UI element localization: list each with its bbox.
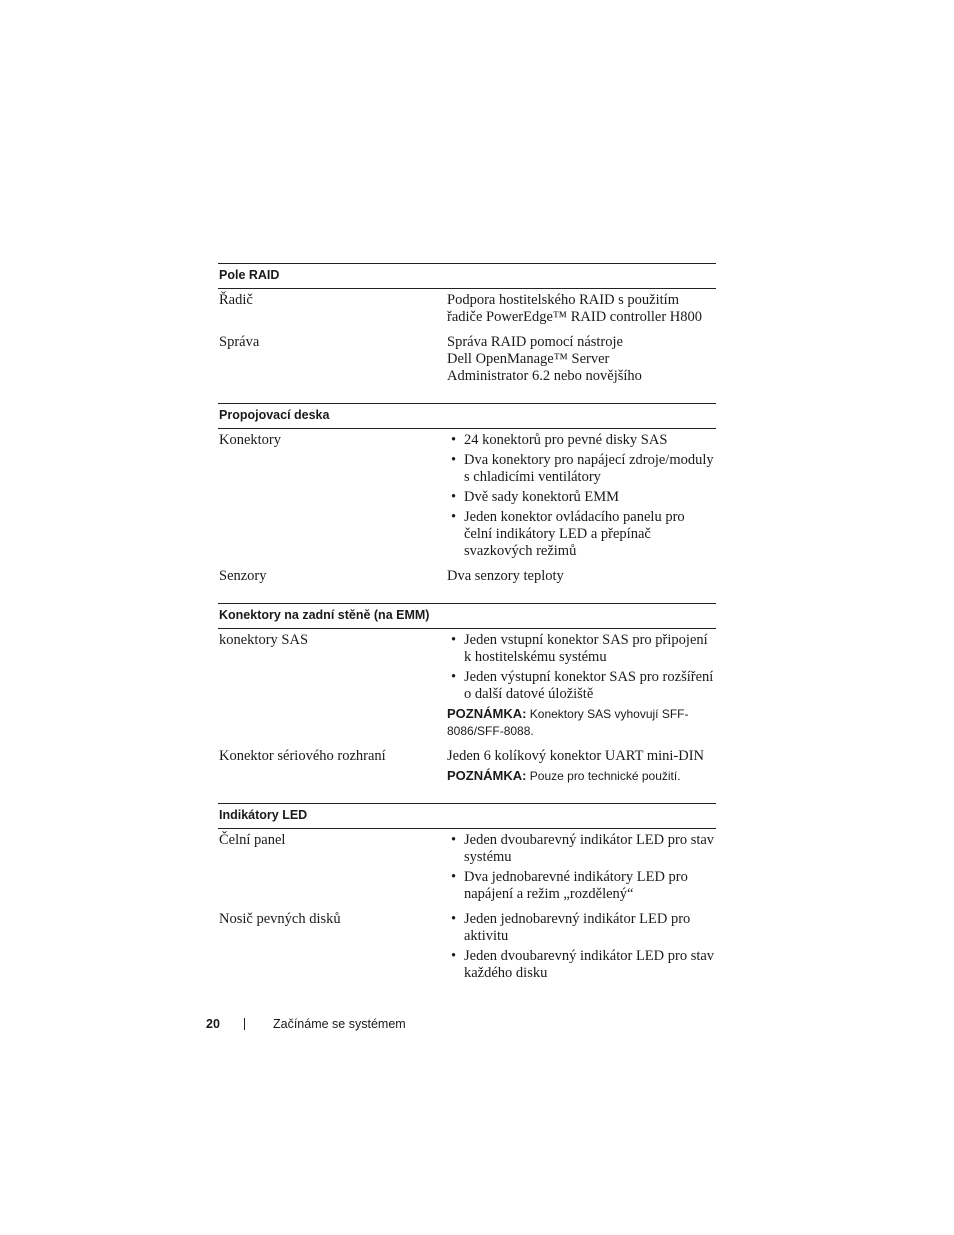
spec-row xyxy=(218,832,716,903)
value-line: řadiče PowerEdge™ RAID controller H800 xyxy=(447,309,702,325)
bullet-list xyxy=(447,632,716,703)
value-line: Dell OpenManage™ Server xyxy=(447,351,610,367)
spec-row xyxy=(218,568,716,585)
row-label: Správa xyxy=(219,334,260,350)
value-line: Podpora hostitelského RAID s použitím xyxy=(447,292,679,308)
bullet-item: • Jeden výstupní konektor SAS pro rozšíření o další datové úložiště xyxy=(447,669,716,703)
value-line: Jeden 6 kolíkový konektor UART mini-DIN xyxy=(447,748,705,764)
note-label: POZNÁMKA: xyxy=(447,706,527,721)
spec-row xyxy=(218,432,716,560)
row-value xyxy=(447,292,716,326)
row-value xyxy=(447,911,716,982)
chapter-title: Začínáme se systémem xyxy=(273,1017,406,1031)
row-value xyxy=(447,334,716,385)
section-konektory-zadni-stena xyxy=(218,603,716,785)
section-heading: Propojovací deska xyxy=(218,403,716,429)
spec-row xyxy=(218,748,716,785)
note-text: Konektory SAS vyhovují SFF-8086/SFF-8088. xyxy=(447,707,689,738)
bullet-item: • Jeden dvoubarevný indikátor LED pro stav každého disku xyxy=(447,948,716,982)
row-value xyxy=(447,432,716,560)
bullet-item: • Jeden konektor ovládacího panelu pro čelní indikátory LED a přepínač svazkových režimů xyxy=(447,509,716,560)
section-heading: Konektory na zadní stěně (na EMM) xyxy=(218,603,716,629)
bullet-item: • Dva jednobarevné indikátory LED pro napájení a režim „rozdělený“ xyxy=(447,869,716,903)
row-label: Konektory xyxy=(219,432,282,448)
row-label: Senzory xyxy=(219,568,267,584)
bullet-item: • Jeden dvoubarevný indikátor LED pro stav systému xyxy=(447,832,716,866)
section-pole-raid xyxy=(218,263,716,385)
value-line: Dva senzory teploty xyxy=(447,568,564,584)
page-footer xyxy=(206,1014,406,1034)
row-label: Čelní panel xyxy=(219,832,286,848)
bullet-item: • Jeden jednobarevný indikátor LED pro aktivitu xyxy=(447,911,716,945)
note-text: Pouze pro technické použití. xyxy=(529,769,681,783)
spec-row xyxy=(218,632,716,740)
bullet-item: • Dvě sady konektorů EMM xyxy=(447,489,716,506)
spec-table xyxy=(218,263,716,1000)
value-line: Správa RAID pomocí nástroje xyxy=(447,334,623,350)
note xyxy=(447,767,716,785)
footer-divider xyxy=(244,1018,245,1030)
row-value xyxy=(447,568,716,585)
section-heading: Pole RAID xyxy=(218,263,716,289)
bullet-list xyxy=(447,832,716,903)
row-label: Nosič pevných disků xyxy=(219,911,341,927)
bullet-list xyxy=(447,911,716,982)
note xyxy=(447,705,716,740)
row-label: Řadič xyxy=(219,292,253,308)
bullet-item: • Jeden vstupní konektor SAS pro připojení k hostitelskému systému xyxy=(447,632,716,666)
row-value xyxy=(447,832,716,903)
section-propojovaci-deska xyxy=(218,403,716,585)
row-value xyxy=(447,748,716,785)
bullet-item: • 24 konektorů pro pevné disky SAS xyxy=(447,432,716,449)
row-label: konektory SAS xyxy=(219,632,309,648)
page-number: 20 xyxy=(206,1017,220,1031)
section-indikatory-led xyxy=(218,803,716,982)
bullet-list xyxy=(447,432,716,560)
note-label: POZNÁMKA: xyxy=(447,768,527,783)
section-heading: Indikátory LED xyxy=(218,803,716,829)
bullet-item: • Dva konektory pro napájecí zdroje/moduly s chladicími ventilátory xyxy=(447,452,716,486)
row-label: Konektor sériového rozhraní xyxy=(219,748,386,764)
spec-row xyxy=(218,292,716,326)
spec-row xyxy=(218,911,716,982)
row-value xyxy=(447,632,716,740)
value-line: Administrator 6.2 nebo novějšího xyxy=(447,368,642,384)
spec-row xyxy=(218,334,716,385)
